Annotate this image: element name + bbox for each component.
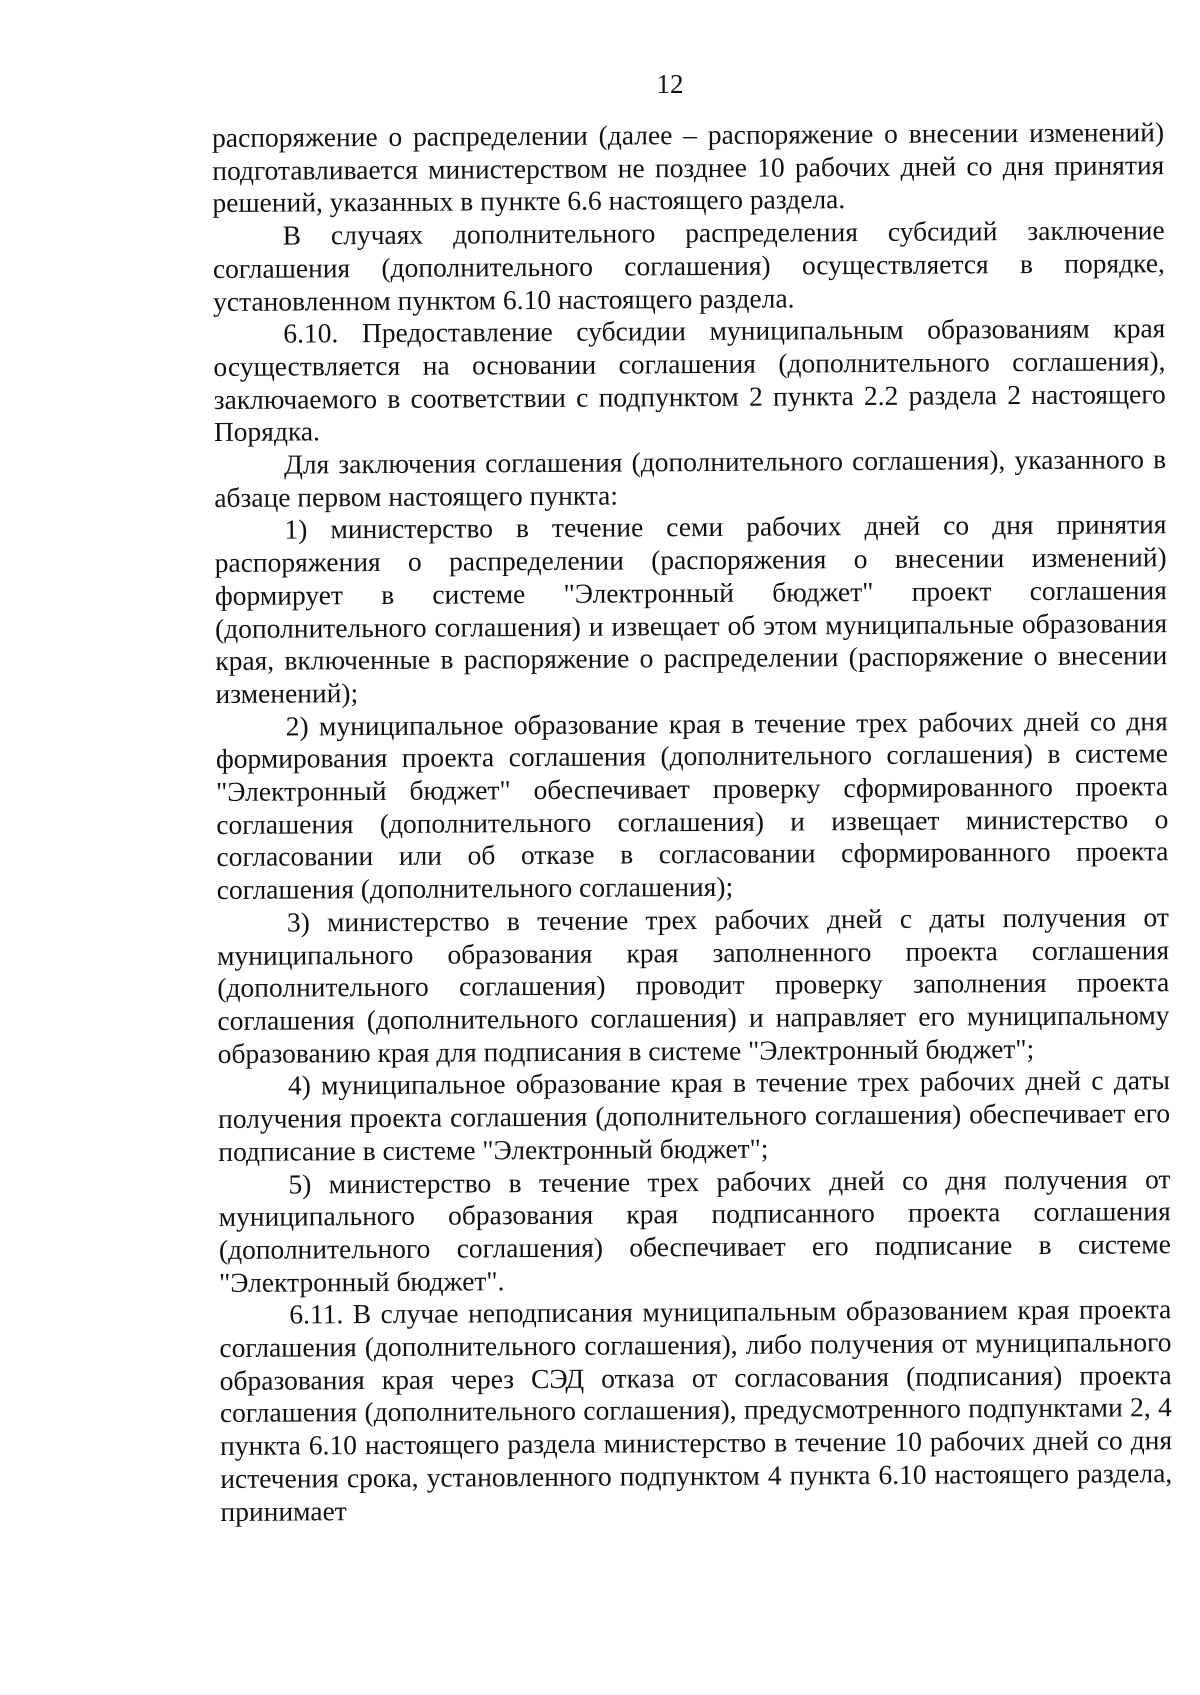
paragraph-clause-6-11: 6.11. В случае неподписания муниципальным образованием края проекта соглашения (дополнительного соглашения), либо получения от муниципального образования края через СЭД отказа от согласования (подписания) проекта соглашения (дополнительного соглашения), предусмотренного подпунктами 2, 4 пункта 6.10 настоящего раздела министерство в течение 10 рабочих дней со дня истечения срока, установленного подпунктом 4 пункта 6.10 настоящего раздела, принимает — [219, 1293, 1173, 1527]
list-item-3: 3) министерство в течение трех рабочих дней с даты получения от муниципального образования края заполненного проекта соглашения (дополнительного соглашения) проводит проверку заполнения проекта соглашения (дополнительного соглашения) и направляет его муниципальному образованию края для подписания в системе "Электронный бюджет"; — [216, 901, 1170, 1069]
paragraph-continuation: распоряжение о распределении (далее – распоряжение о внесении изменений) подготавливается министерством не позднее 10 рабочих дней со дня принятия решений, указанных в пункте 6.6 настоящего раздела. — [212, 116, 1165, 219]
paragraph-clause-6-10: 6.10. Предоставление субсидии муниципальным образованиям края осуществляется на основании соглашения (дополнительного соглашения), заключаемого в соответствии с подпунктом 2 пункта 2.2 раздела 2 настоящего Порядка. — [213, 312, 1166, 448]
list-item-1: 1) министерство в течение семи рабочих дней со дня принятия распоряжения о распределении (распоряжения о внесении изменений) формирует в системе "Электронный бюджет" проект соглашения (дополнительного соглашения) и извещает об этом муниципальные образования края, включенные в распоряжение о распределении (распоряжение о внесении изменений); — [214, 508, 1168, 709]
paragraph-for-conclusion: Для заключения соглашения (дополнительного соглашения), указанного в абзаце первом настоящего пункта: — [214, 443, 1167, 513]
document-body — [212, 116, 1173, 1528]
list-item-4: 4) муниципальное образование края в течение трех рабочих дней с даты получения проекта соглашения (дополнительного соглашения) обеспечивает его подписание в системе "Электронный бюджет"; — [217, 1064, 1171, 1167]
list-item-2: 2) муниципальное образование края в течение трех рабочих дней со дня формирования проекта соглашения (дополнительного соглашения) в системе "Электронный бюджет" обеспечивает проверку сформированного проекта соглашения (дополнительного соглашения) и извещает министерство о согласовании или об отказе в согласовании сформированного проекта соглашения (дополнительного соглашения); — [215, 704, 1169, 906]
page-number: 12 — [656, 69, 684, 99]
list-item-5: 5) министерство в течение трех рабочих дней со дня получения от муниципального образования края подписанного проекта соглашения (дополнительного соглашения) обеспечивает его подписание в системе "Электронный бюджет". — [218, 1162, 1171, 1298]
paragraph-additional-distribution: В случаях дополнительного распределения субсидий заключение соглашения (дополнительного соглашения) осуществляется в порядке, установленном пунктом 6.10 настоящего раздела. — [212, 214, 1165, 317]
